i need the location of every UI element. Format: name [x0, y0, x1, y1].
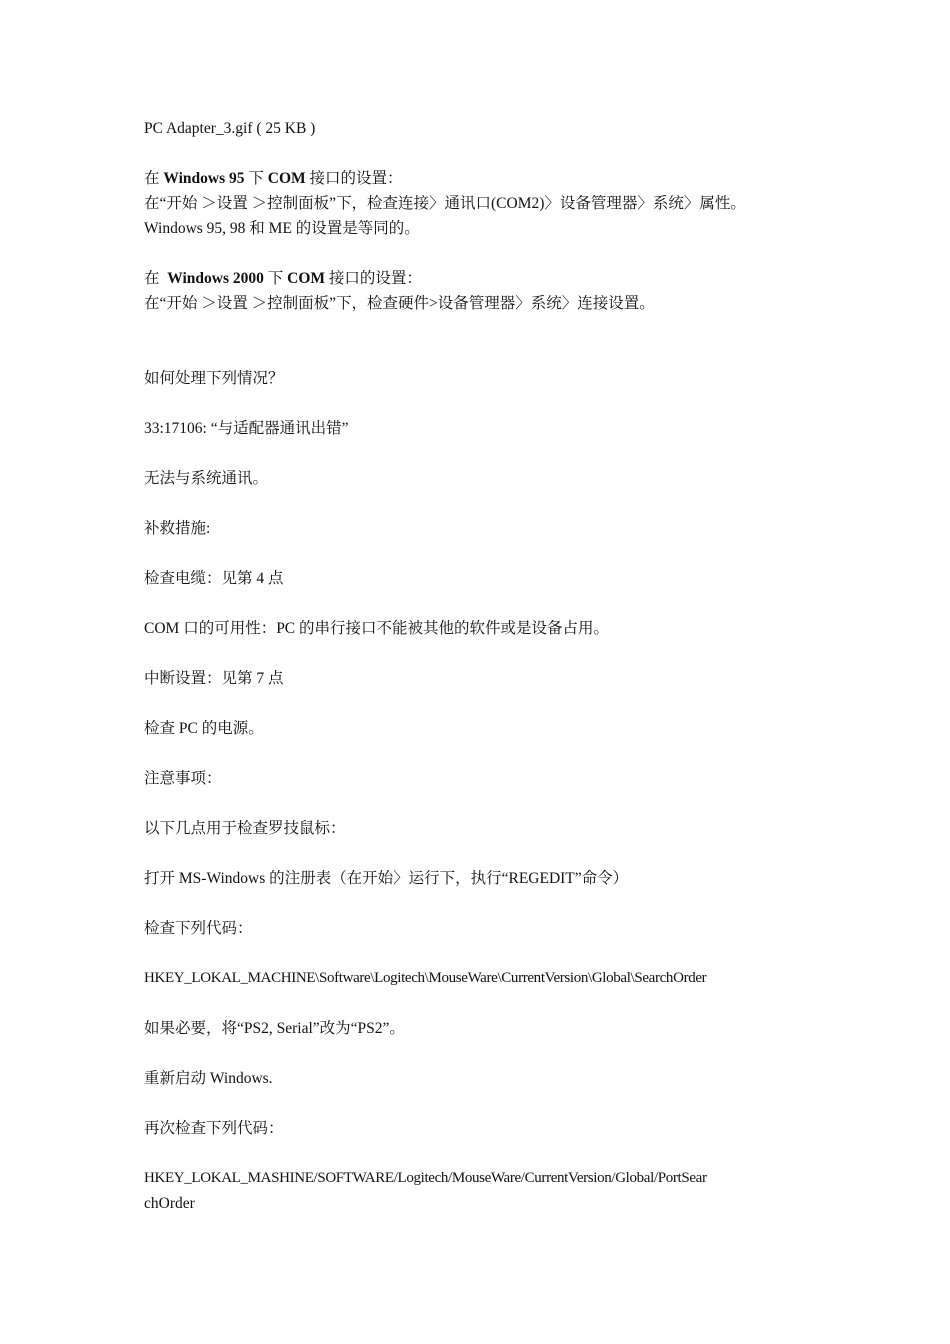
registry-key-2-line2: chOrder [144, 1195, 195, 1212]
win2000-heading-port: COM [287, 270, 326, 287]
win2000-heading-suffix: 接口的设置： [325, 270, 422, 287]
win95-path: 在“开始 ＞设置 ＞控制面板”下，检查连接〉通讯口(COM2)〉设备管理器〉系统〉属性。 [144, 195, 746, 212]
registry-key-1: HKEY_LOKAL_MACHINE\Software\Logitech\MouseWare\CurrentVersion\Global\SearchOrder [144, 970, 707, 986]
win95-note: Windows 95, 98 和 ME 的设置是等同的。 [144, 220, 420, 237]
notes-heading: 注意事项： [144, 770, 222, 787]
win95-heading [144, 166, 824, 191]
win95-heading-suffix: 接口的设置： [305, 170, 403, 187]
notes-check-code: 检查下列代码： [144, 920, 253, 937]
file-caption: PC Adapter_3.gif ( 25 KB ) [144, 120, 316, 137]
registry-key-2-line1: HKEY_LOKAL_MASHINE/SOFTWARE/Logitech/MouseWare/CurrentVersion/Global/PortSear [144, 1170, 707, 1186]
remedy-power: 检查 PC 的电源。 [144, 720, 264, 737]
restart-instruction: 重新启动 Windows. [144, 1070, 273, 1087]
recheck-code: 再次检查下列代码： [144, 1120, 284, 1137]
win2000-heading-prefix: 在 [144, 270, 168, 287]
error-code: 33:17106: “与适配器通讯出错” [144, 420, 349, 437]
win95-heading-prefix: 在 [144, 170, 164, 187]
change-value: 如果必要，将“PS2, Serial”改为“PS2”。 [144, 1020, 405, 1037]
win2000-path: 在“开始 ＞设置 ＞控制面板”下，检查硬件>设备管理器〉系统〉连接设置。 [144, 295, 655, 312]
remedy-com: COM 口的可用性：PC 的串行接口不能被其他的软件或是设备占用。 [144, 620, 610, 637]
symptom: 无法与系统通讯。 [144, 470, 269, 487]
win95-heading-mid: 下 [244, 170, 268, 187]
win2000-heading-os: Windows 2000 [167, 270, 264, 287]
notes-intro: 以下几点用于检查罗技鼠标： [144, 820, 346, 837]
win95-heading-port: COM [267, 170, 306, 187]
win2000-heading [144, 266, 824, 291]
win95-heading-os: Windows 95 [163, 170, 245, 187]
notes-regedit: 打开 MS-Windows 的注册表（在开始〉运行下，执行“REGEDIT”命令） [144, 870, 629, 887]
remedy-cable: 检查电缆：见第 4 点 [144, 570, 284, 587]
remedy-interrupt: 中断设置：见第 7 点 [144, 670, 284, 687]
question-heading: 如何处理下列情况？ [144, 370, 284, 387]
win2000-heading-mid: 下 [263, 270, 288, 287]
remedy-heading: 补救措施: [144, 520, 211, 537]
